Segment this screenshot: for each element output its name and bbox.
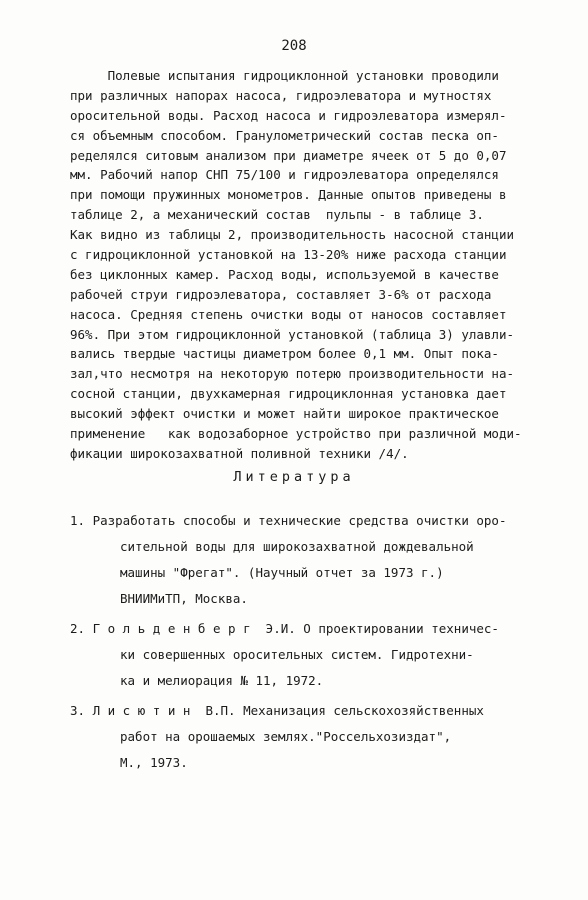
body-line: с гидроциклонной установкой на 13-20% ниже расхода станции	[70, 247, 507, 263]
body-line: фикации широкозахватной поливной техники /4/.	[70, 445, 409, 461]
page-number: 208	[281, 38, 307, 54]
reference-line: ки совершенных оросительных систем. Гидротехни-	[120, 647, 474, 662]
references-list	[70, 508, 540, 780]
body-line: мм. Рабочий напор СНП 75/100 и гидроэлеватора определялся	[70, 167, 499, 183]
reference-line: 2. Г о л ь д е н б е р г Э.И. О проектировании техничес-	[70, 621, 499, 636]
body-line: насоса. Средняя степень очистки воды от наносов составляет	[70, 306, 507, 322]
references-heading: Литература	[233, 469, 355, 485]
body-line: таблице 2, а механический состав пульпы - в таблице 3.	[70, 207, 484, 223]
body-line: при помощи пружинных монометров. Данные опытов приведены в	[70, 187, 507, 203]
body-line: ределялся ситовым анализом при диаметре ячеек от 5 до 0,07	[70, 147, 507, 163]
body-line: вались твердые частицы диаметром более 0,1 мм. Опыт пока-	[70, 346, 499, 362]
body-line: рабочей струи гидроэлеватора, составляет 3-6% от расхода	[70, 286, 492, 302]
reference-line: машины "Фрегат". (Научный отчет за 1973 г.)	[120, 565, 444, 580]
body-line: высокий эффект очистки и может найти широкое практическое	[70, 406, 499, 422]
reference-item	[70, 616, 540, 694]
body-line: ся объемным способом. Гранулометрический состав песка оп-	[70, 127, 499, 143]
reference-line: 3. Л и с ю т и н В.П. Механизация сельскохозяйственных	[70, 703, 484, 718]
reference-item	[70, 698, 540, 776]
body-line: оросительной воды. Расход насоса и гидроэлеватора измерял-	[70, 107, 507, 123]
body-paragraph	[70, 66, 540, 464]
body-line: Полевые испытания гидроциклонной установки проводили	[70, 68, 499, 83]
reference-line: 1. Разработать способы и технические средства очистки оро-	[70, 513, 507, 528]
body-line: применение как водозаборное устройство при различной моди-	[70, 426, 522, 442]
reference-item	[70, 508, 540, 612]
body-line: 96%. При этом гидроциклонной установкой (таблица 3) улавли-	[70, 326, 515, 342]
reference-line: сительной воды для широкозахватной дождевальной	[120, 539, 474, 554]
body-line: зал,что несмотря на некоторую потерю производительности на-	[70, 366, 515, 382]
body-line: при различных напорах насоса, гидроэлеватора и мутностях	[70, 87, 492, 103]
reference-line: М., 1973.	[120, 755, 188, 770]
body-line: без циклонных камер. Расход воды, используемой в качестве	[70, 266, 499, 282]
body-line: сосной станции, двухкамерная гидроциклонная установка дает	[70, 386, 507, 402]
body-line: Как видно из таблицы 2, производительность насосной станции	[70, 227, 515, 243]
reference-line: работ на орошаемых землях."Россельхозиздат",	[120, 729, 452, 744]
reference-line: ка и мелиорация № 11, 1972.	[120, 673, 324, 688]
reference-line: ВНИИМиТП, Москва.	[120, 591, 248, 606]
